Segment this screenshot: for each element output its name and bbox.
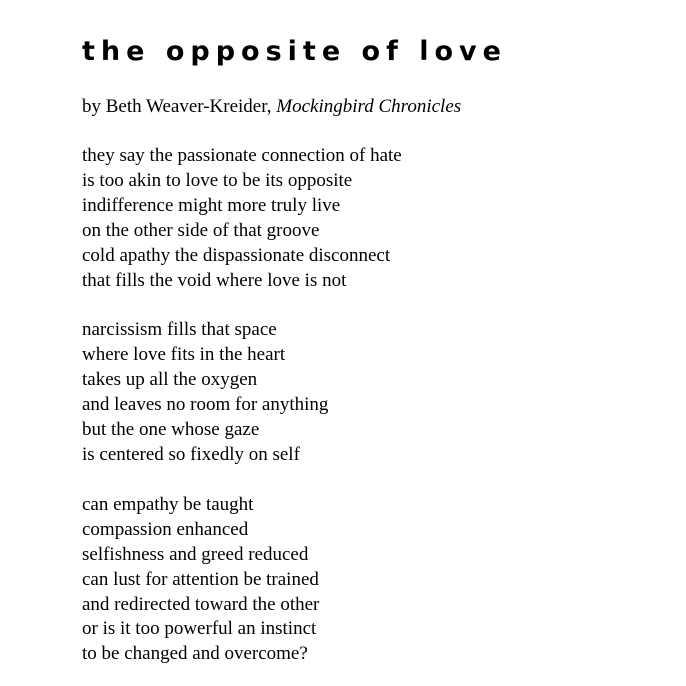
poem-title: the opposite of love	[82, 36, 507, 67]
poem-line: but the one whose gaze	[82, 419, 260, 441]
poem-line: to be changed and overcome?	[82, 643, 308, 665]
poem-line: where love fits in the heart	[82, 344, 286, 366]
poem-page	[82, 30, 662, 667]
poem-line: is too akin to love to be its opposite	[82, 169, 353, 191]
poem-line: can lust for attention be trained	[82, 568, 319, 590]
poem-line: selfishness and greed reduced	[82, 543, 309, 565]
poem-line: and leaves no room for anything	[82, 394, 329, 416]
poem-line: indifference might more truly live	[82, 194, 341, 216]
poem-line: that fills the void where love is not	[82, 269, 347, 291]
byline-author: by Beth Weaver-Kreider,	[82, 96, 277, 117]
poem-line: is centered so fixedly on self	[82, 443, 300, 465]
byline	[82, 94, 662, 119]
poem-line: and redirected toward the other	[82, 593, 320, 615]
poem-line: they say the passionate connection of hate	[82, 145, 402, 166]
poem-line: takes up all the oxygen	[82, 369, 258, 391]
byline-publication: Mockingbird Chronicles	[276, 96, 462, 117]
poem-line: cold apathy the dispassionate disconnect	[82, 244, 391, 266]
poem-line: on the other side of that groove	[82, 219, 320, 241]
poem-line: can empathy be taught	[82, 493, 254, 515]
stanza-2	[82, 318, 662, 467]
poem-line: compassion enhanced	[82, 518, 249, 540]
poem-line: or is it too powerful an instinct	[82, 618, 317, 640]
poem-line: narcissism fills that space	[82, 319, 277, 341]
stanza-3	[82, 493, 662, 667]
stanza-1	[82, 144, 662, 293]
